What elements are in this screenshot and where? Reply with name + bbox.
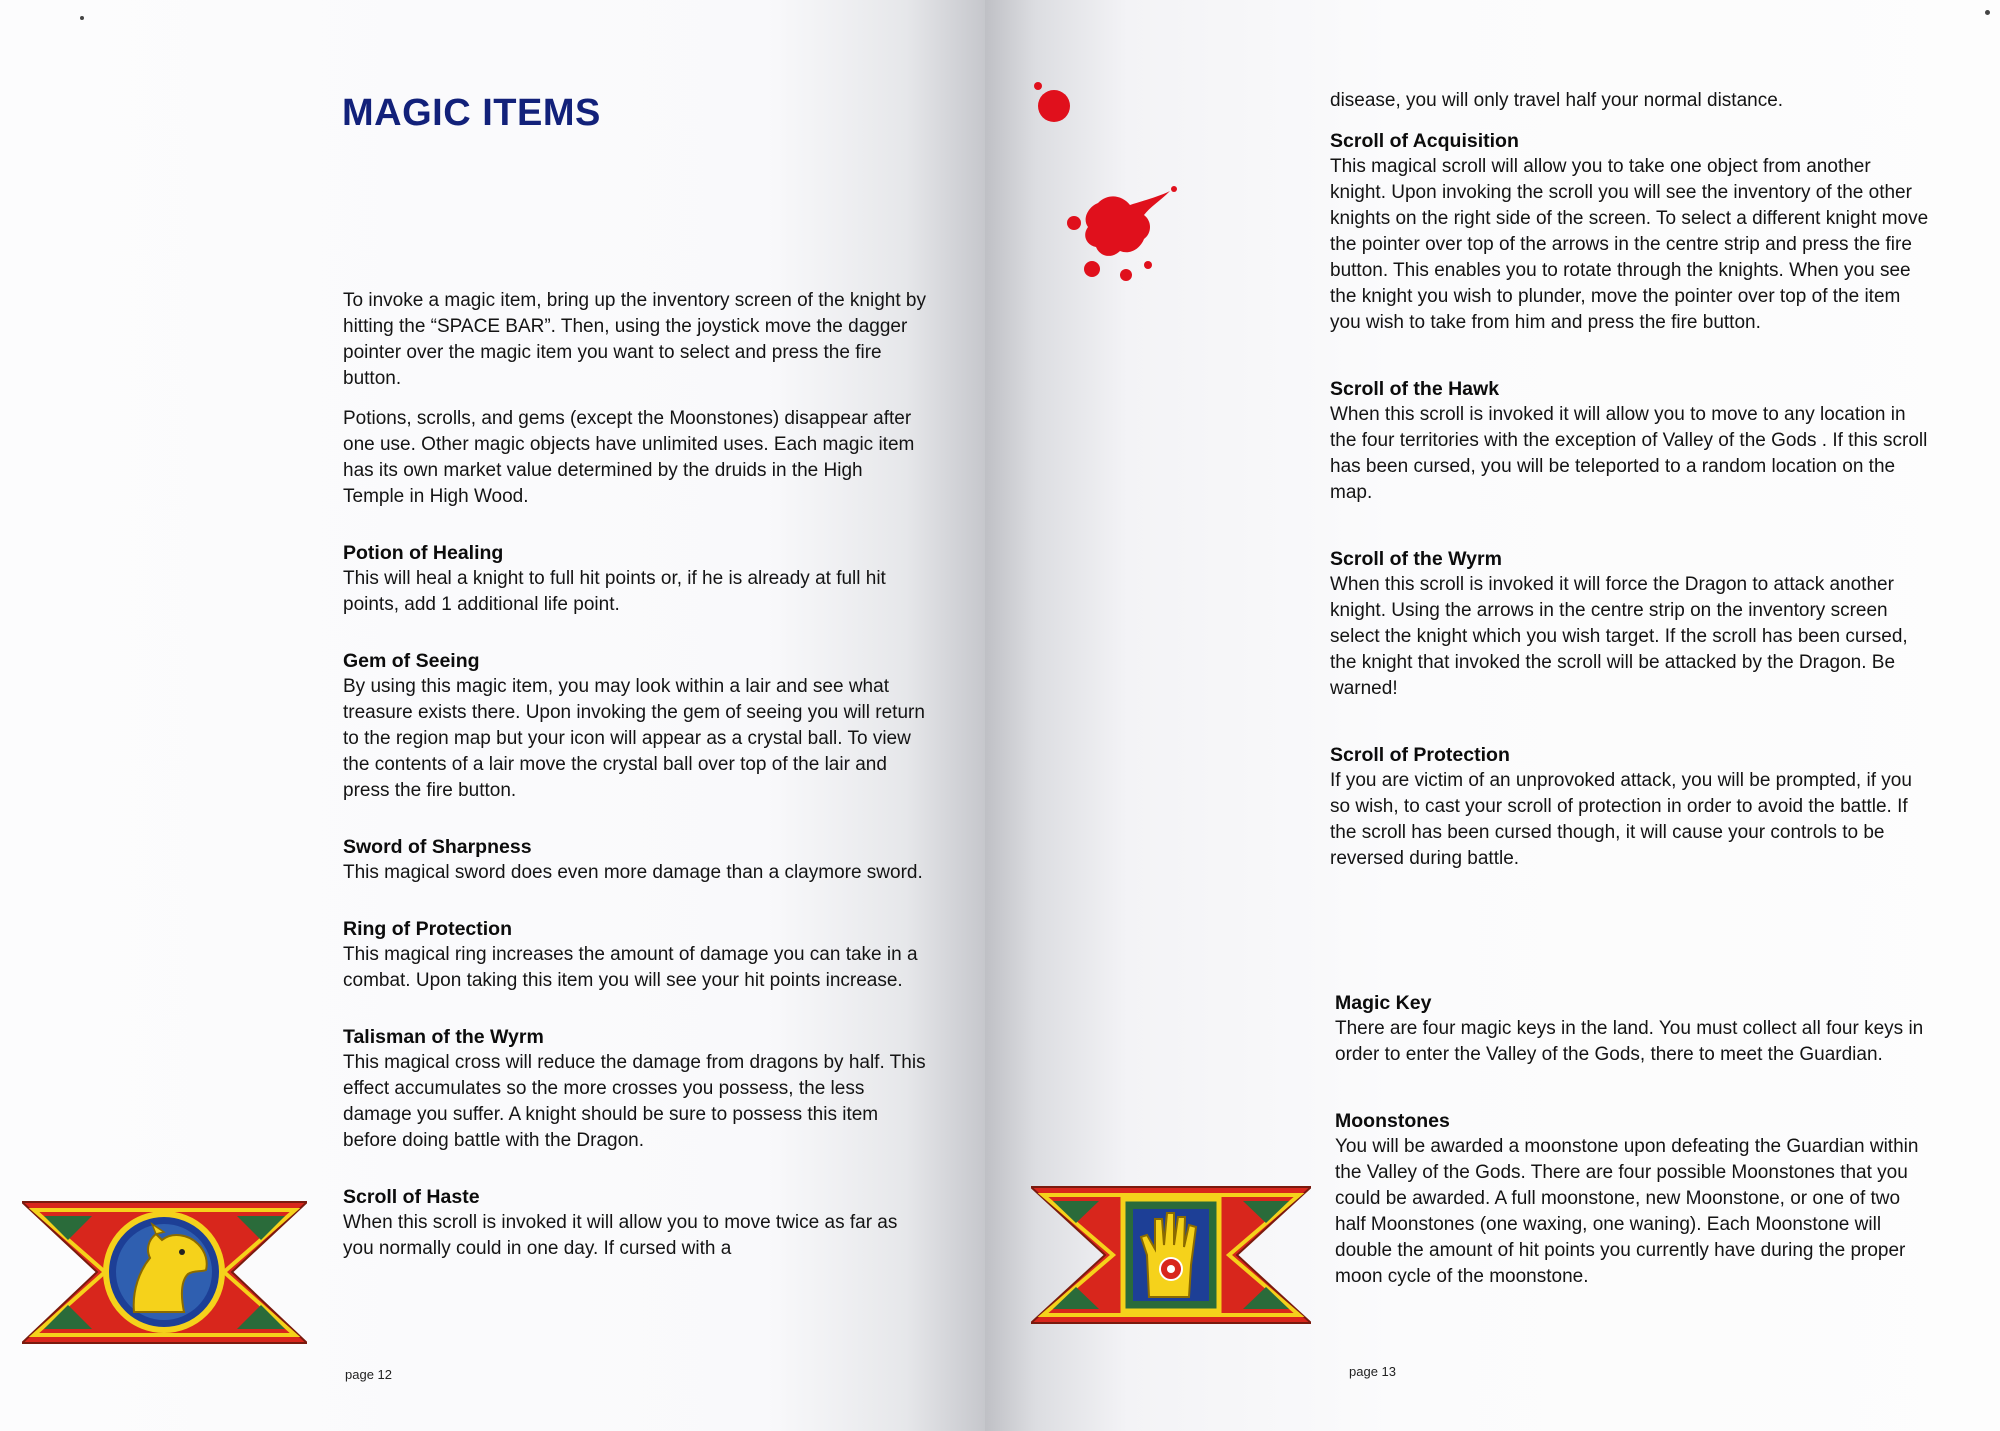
- item-description: When this scroll is invoked it will allow you to move to any location in the four territories with the exception of Valley of the Gods . If this scroll has been cursed, you will be teleported to a random location on the map.: [1330, 404, 1928, 503]
- item-heading: Scroll of Haste: [343, 1186, 480, 1208]
- item-heading: Talisman of the Wyrm: [343, 1026, 544, 1048]
- item-description: You will be awarded a moonstone upon defeating the Guardian within the Valley of the Gods. There are four possible Moonstones that you could be awarded. A full moonstone, new Moonstone, or one of two half Moonstones (one waxing, one waning). Each Moonstone will double the amount of hit points you currently have during the proper moon cycle of the moonstone.: [1335, 1136, 1919, 1287]
- item-heading: Sword of Sharpness: [343, 836, 532, 858]
- item-heading: Scroll of the Hawk: [1330, 378, 1500, 400]
- item-description: If you are victim of an unprovoked attack, you will be prompted, if you so wish, to cast your scroll of protection in order to avoid the battle. If the scroll has been cursed though, it will cause your controls to be reversed during battle.: [1330, 770, 1912, 869]
- blood-splatter: [1028, 78, 1076, 128]
- hand-emblem: [1031, 1185, 1311, 1325]
- left-page: [0, 0, 985, 1431]
- page-title: MAGIC ITEMS: [342, 92, 601, 134]
- page-number: page 12: [345, 1367, 392, 1382]
- item-description: When this scroll is invoked it will allow you to move twice as far as you normally could in one day. If cursed with a: [343, 1212, 898, 1259]
- binding-dot: [1985, 10, 1990, 15]
- right-column-lower: [1335, 990, 1925, 1290]
- item-description: By using this magic item, you may look within a lair and see what treasure exists there. Upon invoking the gem of seeing you will return to the region map but your icon will appear as a crystal ball. To view the contents of a lair move the crystal ball over top of the lair and press the fire button.: [343, 676, 925, 801]
- item-heading: Scroll of the Wyrm: [1330, 548, 1502, 570]
- right-column-upper: [1330, 88, 1930, 872]
- intro-paragraph: Potions, scrolls, and gems (except the Moonstones) disappear after one use. Other magic objects have unlimited uses. Each magic item has its own market value determined by the druids in the High Temple in High Wood.: [343, 408, 915, 507]
- binding-dot: [80, 16, 84, 20]
- item-description: This magical scroll will allow you to take one object from another knight. Upon invoking the scroll you will see the inventory of the other knights on the right side of the screen. To select a different knight move the pointer over top of the arrows in the centre strip and press the fire button. This enables you to rotate through the knights. When you see the knight you wish to plunder, move the pointer over top of the item you wish to take from him and press the fire button.: [1330, 156, 1929, 333]
- item-description: This will heal a knight to full hit points or, if he is already at full hit points, add 1 additional life point.: [343, 568, 886, 615]
- item-heading: Ring of Protection: [343, 918, 512, 940]
- page-number: page 13: [1349, 1364, 1396, 1379]
- item-description: This magical cross will reduce the damage from dragons by half. This effect accumulates so the more crosses you possess, the less damage you suffer. A knight should be sure to possess this item before doing battle with the Dragon.: [343, 1052, 926, 1151]
- item-description: There are four magic keys in the land. You must collect all four keys in order to enter the Valley of the Gods, there to meet the Guardian.: [1335, 1018, 1924, 1065]
- blood-splatter: [1060, 185, 1190, 285]
- intro-paragraph: To invoke a magic item, bring up the inventory screen of the knight by hitting the “SPACE BAR”. Then, using the joystick move the dagger pointer over the magic item you want to select and press the fire button.: [343, 290, 926, 389]
- item-description: When this scroll is invoked it will force the Dragon to attack another knight. Using the arrows in the centre strip on the inventory screen select the knight which you wish target. If the scroll has been cursed, the knight that invoked the scroll will be attacked by the Dragon. Be warned!: [1330, 574, 1908, 699]
- horse-head-emblem: [22, 1200, 307, 1345]
- item-description: This magical ring increases the amount of damage you can take in a combat. Upon taking this item you will see your hit points increase.: [343, 944, 918, 991]
- item-heading: Scroll of Protection: [1330, 744, 1510, 766]
- left-column: [343, 288, 928, 1262]
- item-heading: Magic Key: [1335, 992, 1432, 1014]
- continued-text: disease, you will only travel half your normal distance.: [1330, 90, 1784, 111]
- item-heading: Scroll of Acquisition: [1330, 130, 1519, 152]
- item-heading: Moonstones: [1335, 1110, 1450, 1132]
- item-description: This magical sword does even more damage than a claymore sword.: [343, 862, 923, 883]
- item-heading: Gem of Seeing: [343, 650, 480, 672]
- item-heading: Potion of Healing: [343, 542, 504, 564]
